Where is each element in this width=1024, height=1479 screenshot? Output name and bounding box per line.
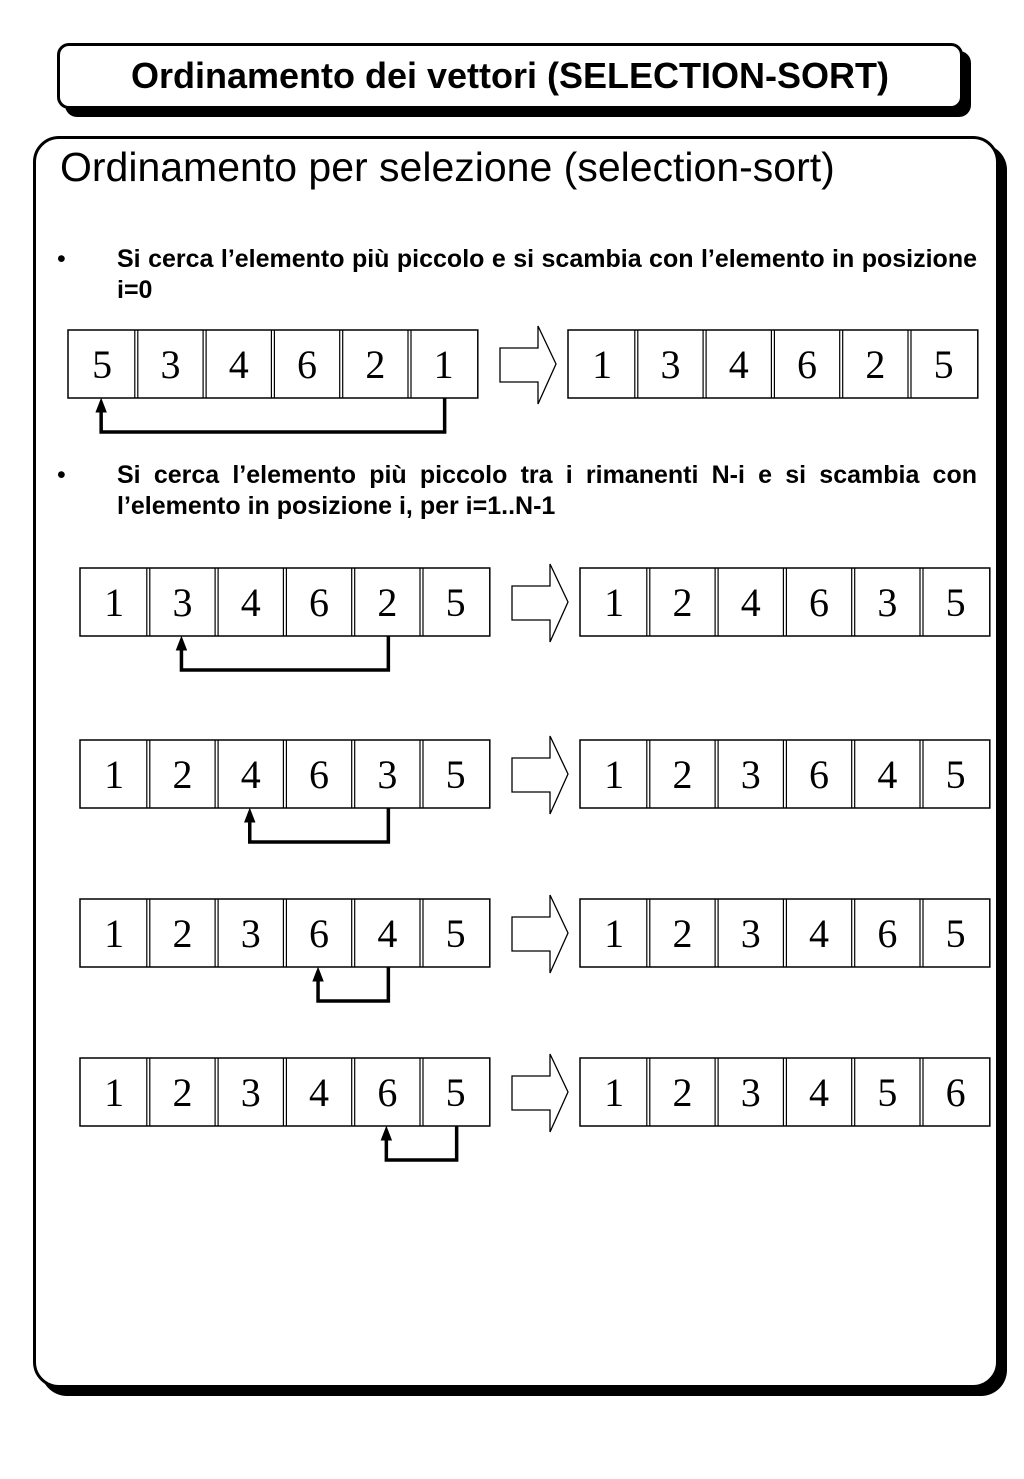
step-3-after-cell-value: 1 xyxy=(604,752,625,797)
step-4-after-cell-value: 6 xyxy=(877,911,898,956)
bullet-1-text: Si cerca l’elemento più piccolo e si scambia con l’elemento in posizione i=0 xyxy=(117,245,977,304)
step-1-after-cell-value: 5 xyxy=(933,342,954,387)
step-3-before-cell-value: 2 xyxy=(172,752,193,797)
step-1-transform-arrow xyxy=(500,326,556,404)
step-4-after-cell-value: 3 xyxy=(740,911,761,956)
step-2-transform-arrow xyxy=(512,564,568,642)
step-4-before-cell-value: 4 xyxy=(377,911,398,956)
bullet-2-dot: • xyxy=(57,461,66,489)
step-1-after-cell-value: 4 xyxy=(728,342,749,387)
step-3-before-array xyxy=(80,740,490,808)
step-2-before-cell-value: 2 xyxy=(377,580,398,625)
step-1-after-cell-value: 1 xyxy=(592,342,613,387)
step-4-after-cell-value: 2 xyxy=(672,911,693,956)
step-5-after-cell-value: 4 xyxy=(809,1070,830,1115)
step-4-transform-arrow xyxy=(512,895,568,973)
step-5-after-cell-value: 6 xyxy=(945,1070,966,1115)
step-5-after-cell-value: 5 xyxy=(877,1070,898,1115)
step-1-swap-connector xyxy=(101,398,445,432)
step-3-after-cell-value: 4 xyxy=(877,752,898,797)
step-3-transform-arrow xyxy=(512,736,568,814)
step-5-transform-arrow xyxy=(512,1054,568,1132)
step-1-after-array xyxy=(568,330,978,398)
step-3-swap-connector xyxy=(250,808,389,842)
step-1-before-cell-value: 1 xyxy=(433,342,454,387)
step-4-before-cell-value: 1 xyxy=(104,911,125,956)
step-3-before-cell-value: 4 xyxy=(240,752,261,797)
step-5-swap-connector xyxy=(386,1126,456,1160)
step-1-after-cell-value: 3 xyxy=(660,342,681,387)
step-4-after-cell-value: 4 xyxy=(809,911,830,956)
step-3-after-cell-value: 6 xyxy=(809,752,830,797)
step-2-after-cell-value: 1 xyxy=(604,580,625,625)
step-1-before-cell-value: 2 xyxy=(365,342,386,387)
step-5-before-cell-value: 6 xyxy=(377,1070,398,1115)
step-1-after-cell-value: 6 xyxy=(797,342,818,387)
step-3-before-cell-value: 6 xyxy=(309,752,330,797)
step-2-after-cell-value: 5 xyxy=(945,580,966,625)
step-1-before-cell-value: 6 xyxy=(297,342,318,387)
step-2-before-cell-value: 5 xyxy=(445,580,466,625)
step-4-swap-arrowhead xyxy=(313,968,323,981)
step-2-before-cell-value: 3 xyxy=(172,580,193,625)
step-3-after-cell-value: 2 xyxy=(672,752,693,797)
step-1-before-cell-value: 5 xyxy=(92,342,113,387)
bullet-1-dot: • xyxy=(57,245,66,273)
step-5-before-cell-value: 4 xyxy=(309,1070,330,1115)
step-5-after-cell-value: 1 xyxy=(604,1070,625,1115)
step-3-after-cell-value: 3 xyxy=(740,752,761,797)
bullet-2-text: Si cerca l’elemento più piccolo tra i rimanenti N-i e si scambia con l’elemento in posizione i, per i=1..N-1 xyxy=(117,461,977,520)
step-5-before-cell-value: 5 xyxy=(445,1070,466,1115)
step-1-after-cell-value: 2 xyxy=(865,342,886,387)
step-4-before-cell-value: 2 xyxy=(172,911,193,956)
step-2-after-cell-value: 3 xyxy=(877,580,898,625)
step-3-after-array xyxy=(580,740,990,808)
step-4-before-cell-value: 6 xyxy=(309,911,330,956)
step-2-swap-connector xyxy=(181,636,388,670)
step-5-after-array xyxy=(580,1058,990,1126)
step-1-before-cell-value: 4 xyxy=(228,342,249,387)
step-3-swap-arrowhead xyxy=(245,809,255,822)
step-1-before-cell-value: 3 xyxy=(160,342,181,387)
step-3-before-cell-value: 5 xyxy=(445,752,466,797)
step-5-before-array xyxy=(80,1058,490,1126)
step-3-before-cell-value: 1 xyxy=(104,752,125,797)
step-4-swap-connector xyxy=(318,967,388,1001)
step-4-before-cell-value: 3 xyxy=(240,911,261,956)
step-5-after-cell-value: 3 xyxy=(740,1070,761,1115)
step-4-before-array xyxy=(80,899,490,967)
step-1-swap-arrowhead xyxy=(96,399,106,412)
step-3-before-cell-value: 3 xyxy=(377,752,398,797)
step-1-before-array xyxy=(68,330,478,398)
step-2-before-array xyxy=(80,568,490,636)
step-2-after-cell-value: 4 xyxy=(740,580,761,625)
step-2-before-cell-value: 1 xyxy=(104,580,125,625)
step-2-before-cell-value: 6 xyxy=(309,580,330,625)
step-4-before-cell-value: 5 xyxy=(445,911,466,956)
step-4-after-cell-value: 5 xyxy=(945,911,966,956)
slide-title: Ordinamento dei vettori (SELECTION-SORT) xyxy=(57,43,963,109)
step-5-before-cell-value: 2 xyxy=(172,1070,193,1115)
step-2-before-cell-value: 4 xyxy=(240,580,261,625)
step-2-swap-arrowhead xyxy=(176,637,186,650)
section-heading-text: Ordinamento per selezione (selection-sort) xyxy=(60,144,835,190)
step-5-before-cell-value: 3 xyxy=(240,1070,261,1115)
step-2-after-array xyxy=(580,568,990,636)
step-2-after-cell-value: 6 xyxy=(809,580,830,625)
step-5-before-cell-value: 1 xyxy=(104,1070,125,1115)
step-4-after-array xyxy=(580,899,990,967)
step-3-after-cell-value: 5 xyxy=(945,752,966,797)
step-2-after-cell-value: 2 xyxy=(672,580,693,625)
step-4-after-cell-value: 1 xyxy=(604,911,625,956)
step-5-swap-arrowhead xyxy=(381,1127,391,1140)
step-5-after-cell-value: 2 xyxy=(672,1070,693,1115)
